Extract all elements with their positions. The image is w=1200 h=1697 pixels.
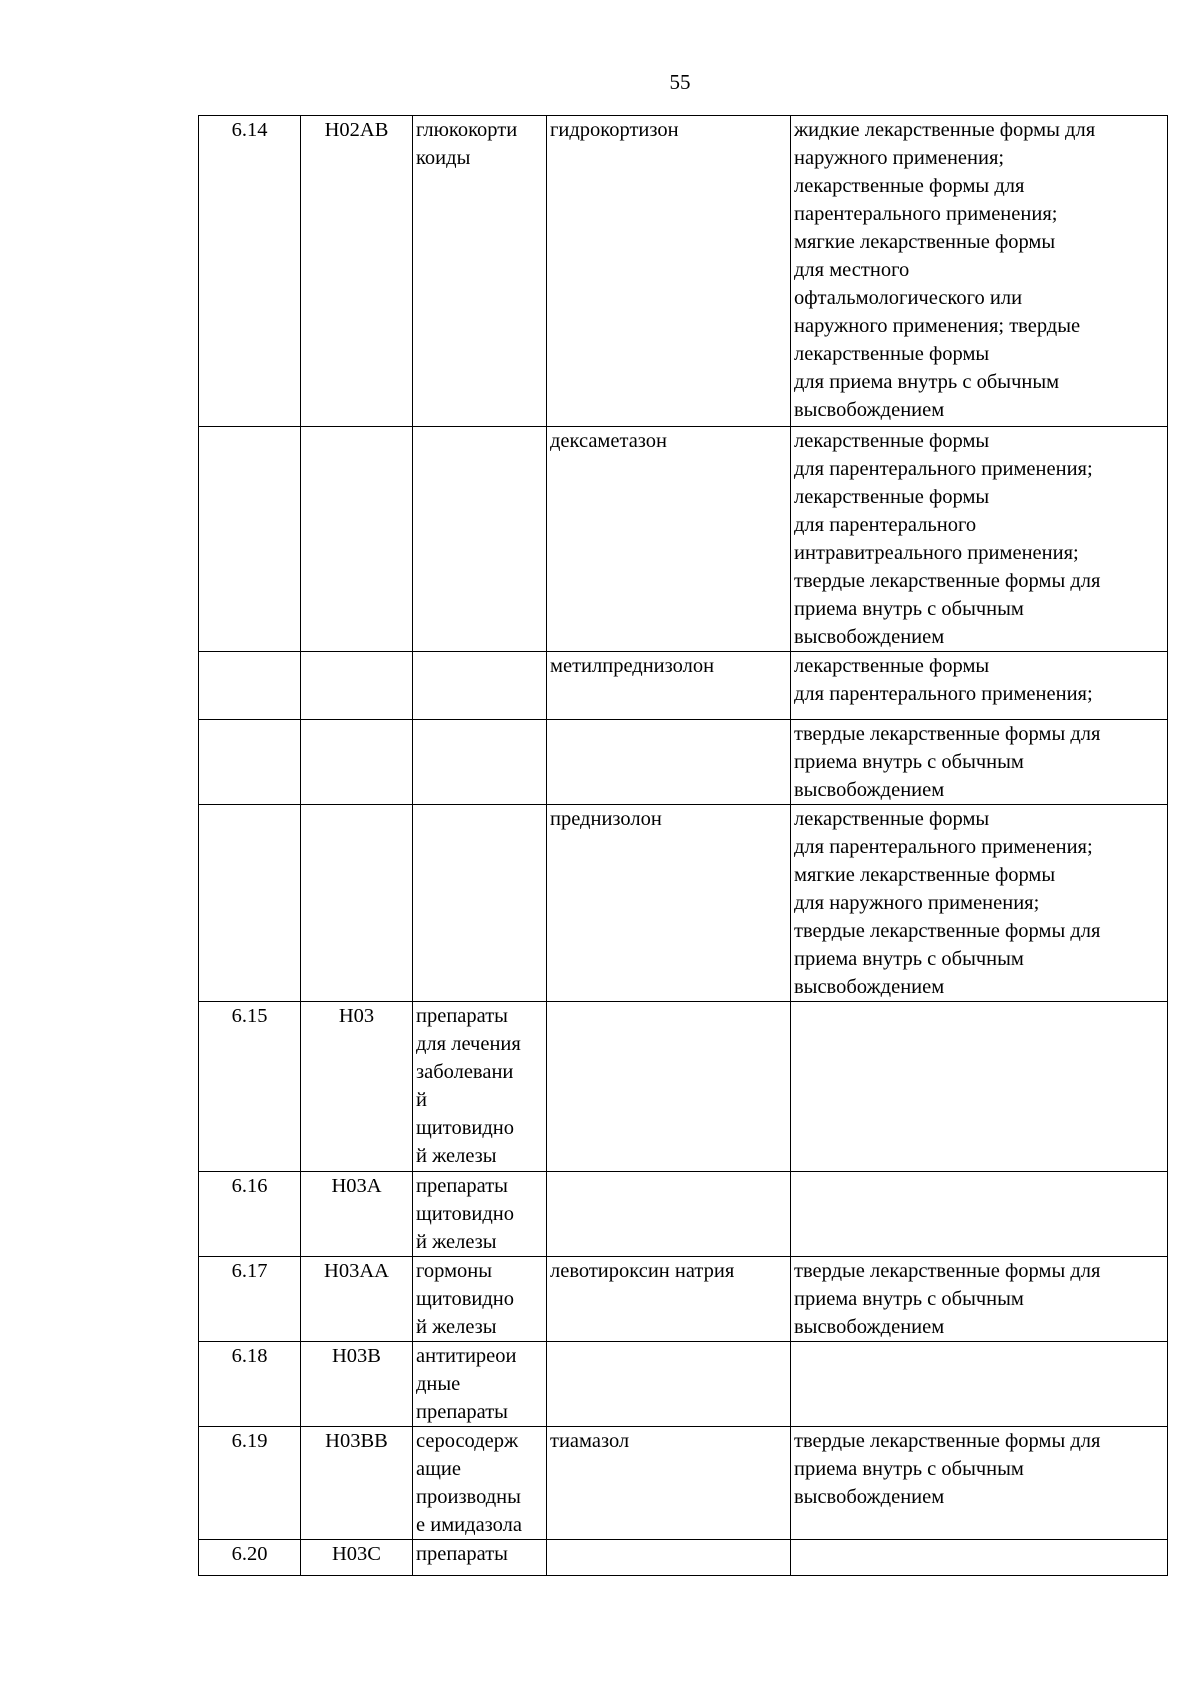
group-text-line: й железы bbox=[416, 1316, 497, 1338]
atc-code-cell: H03BB bbox=[301, 1427, 413, 1540]
atc-group-cell bbox=[413, 1540, 547, 1576]
group-text-line: е имидазола bbox=[416, 1514, 522, 1536]
group-text-line: коиды bbox=[416, 147, 471, 169]
drug-name-cell bbox=[547, 1172, 791, 1257]
atc-group-cell bbox=[413, 805, 547, 1002]
dosage-forms-cell bbox=[791, 427, 1168, 652]
atc-group-cell bbox=[413, 1342, 547, 1427]
row-number-cell bbox=[199, 652, 301, 720]
dosage-form-line: высвобождением bbox=[794, 399, 945, 421]
row-number-cell: 6.15 bbox=[199, 1002, 301, 1172]
dosage-form-line: для парентерального bbox=[794, 514, 977, 536]
group-text-line: производны bbox=[416, 1486, 521, 1508]
dosage-form-line: лекарственные формы bbox=[794, 808, 990, 830]
dosage-form-line: для парентерального применения; bbox=[794, 683, 1093, 705]
dosage-form-line: высвобождением bbox=[794, 1486, 945, 1508]
dosage-form-line: твердые лекарственные формы для bbox=[794, 920, 1101, 942]
drug-name-cell bbox=[547, 1540, 791, 1576]
atc-code-cell bbox=[301, 427, 413, 652]
dosage-forms-cell bbox=[791, 720, 1168, 805]
group-text-line: препараты bbox=[416, 1543, 508, 1565]
dosage-form-line: лекарственные формы bbox=[794, 486, 990, 508]
dosage-form-line: для местного bbox=[794, 259, 910, 281]
dosage-form-line: наружного применения; твердые bbox=[794, 315, 1081, 337]
dosage-form-line: лекарственные формы bbox=[794, 343, 990, 365]
dosage-form-line: для наружного применения; bbox=[794, 892, 1040, 914]
dosage-form-line: твердые лекарственные формы для bbox=[794, 1260, 1101, 1282]
group-text-line: антитиреои bbox=[416, 1345, 517, 1367]
group-text-line: гормоны bbox=[416, 1260, 493, 1282]
drug-name-cell: преднизолон bbox=[547, 805, 791, 1002]
group-text-line: препараты bbox=[416, 1401, 508, 1423]
dosage-form-line: лекарственные формы bbox=[794, 430, 990, 452]
table-row bbox=[199, 1257, 1168, 1342]
dosage-form-line: офтальмологического или bbox=[794, 287, 1023, 309]
drug-name-cell bbox=[547, 1002, 791, 1172]
atc-group-cell bbox=[413, 1002, 547, 1172]
group-text-line: дные bbox=[416, 1373, 461, 1395]
table-row bbox=[199, 1427, 1168, 1540]
table-row bbox=[199, 652, 1168, 720]
row-number-cell: 6.16 bbox=[199, 1172, 301, 1257]
group-text-line: заболевани bbox=[416, 1061, 514, 1083]
dosage-forms-cell bbox=[791, 1172, 1168, 1257]
group-text-line: щитовидно bbox=[416, 1203, 514, 1225]
dosage-forms-cell bbox=[791, 805, 1168, 1002]
table-row bbox=[199, 1342, 1168, 1427]
drug-name-cell: гидрокортизон bbox=[547, 116, 791, 427]
table-row bbox=[199, 805, 1168, 1002]
group-text-line: препараты bbox=[416, 1005, 508, 1027]
drug-name-cell: метилпреднизолон bbox=[547, 652, 791, 720]
dosage-forms-cell bbox=[791, 652, 1168, 720]
atc-group-cell bbox=[413, 427, 547, 652]
dosage-form-line: для парентерального применения; bbox=[794, 836, 1093, 858]
atc-code-cell: H03 bbox=[301, 1002, 413, 1172]
atc-code-cell bbox=[301, 805, 413, 1002]
table-row bbox=[199, 427, 1168, 652]
dosage-forms-cell bbox=[791, 1427, 1168, 1540]
dosage-form-line: для парентерального применения; bbox=[794, 458, 1093, 480]
drug-name-cell bbox=[547, 720, 791, 805]
atc-group-cell bbox=[413, 1427, 547, 1540]
dosage-form-line: высвобождением bbox=[794, 626, 945, 648]
atc-code-cell: H03C bbox=[301, 1540, 413, 1576]
group-text-line: й железы bbox=[416, 1145, 497, 1167]
group-text-line: щитовидно bbox=[416, 1117, 514, 1139]
table-row bbox=[199, 1540, 1168, 1576]
group-text-line: щитовидно bbox=[416, 1288, 514, 1310]
page-number: 55 bbox=[669, 70, 691, 94]
atc-group-cell bbox=[413, 116, 547, 427]
dosage-forms-cell bbox=[791, 1257, 1168, 1342]
row-number-cell: 6.19 bbox=[199, 1427, 301, 1540]
dosage-forms-cell bbox=[791, 1342, 1168, 1427]
row-number-cell bbox=[199, 427, 301, 652]
atc-group-cell bbox=[413, 720, 547, 805]
atc-code-cell: H03B bbox=[301, 1342, 413, 1427]
drug-name-cell: тиамазол bbox=[547, 1427, 791, 1540]
drug-name-cell: дексаметазон bbox=[547, 427, 791, 652]
row-number-cell bbox=[199, 805, 301, 1002]
drug-name-cell bbox=[547, 1342, 791, 1427]
dosage-form-line: наружного применения; bbox=[794, 147, 1005, 169]
dosage-form-line: высвобождением bbox=[794, 1316, 945, 1338]
dosage-form-line: приема внутрь с обычным bbox=[794, 948, 1024, 970]
group-text-line: ащие bbox=[416, 1458, 461, 1480]
atc-group-cell bbox=[413, 652, 547, 720]
group-text-line: препараты bbox=[416, 1175, 508, 1197]
dosage-form-line: высвобождением bbox=[794, 779, 945, 801]
dosage-form-line: приема внутрь с обычным bbox=[794, 1458, 1024, 1480]
atc-code-cell bbox=[301, 720, 413, 805]
atc-code-cell: H03AA bbox=[301, 1257, 413, 1342]
dosage-form-line: приема внутрь с обычным bbox=[794, 598, 1024, 620]
group-text-line: для лечения bbox=[416, 1033, 521, 1055]
atc-code-cell: H03A bbox=[301, 1172, 413, 1257]
dosage-form-line: приема внутрь с обычным bbox=[794, 1288, 1024, 1310]
dosage-form-line: лекарственные формы для bbox=[794, 175, 1025, 197]
dosage-form-line: твердые лекарственные формы для bbox=[794, 1430, 1101, 1452]
dosage-form-line: высвобождением bbox=[794, 976, 945, 998]
atc-code-cell: H02AB bbox=[301, 116, 413, 427]
table-row bbox=[199, 1002, 1168, 1172]
dosage-form-line: мягкие лекарственные формы bbox=[794, 864, 1056, 886]
row-number-cell: 6.18 bbox=[199, 1342, 301, 1427]
row-number-cell: 6.20 bbox=[199, 1540, 301, 1576]
drug-table bbox=[198, 115, 1168, 1576]
table-row bbox=[199, 116, 1168, 427]
dosage-form-line: приема внутрь с обычным bbox=[794, 751, 1024, 773]
dosage-form-line: лекарственные формы bbox=[794, 655, 990, 677]
dosage-form-line: твердые лекарственные формы для bbox=[794, 570, 1101, 592]
dosage-form-line: жидкие лекарственные формы для bbox=[794, 119, 1096, 141]
dosage-forms-cell bbox=[791, 116, 1168, 427]
dosage-forms-cell bbox=[791, 1540, 1168, 1576]
drug-name-cell: левотироксин натрия bbox=[547, 1257, 791, 1342]
group-text-line: й bbox=[416, 1089, 427, 1111]
dosage-form-line: мягкие лекарственные формы bbox=[794, 231, 1056, 253]
dosage-form-line: интравитреального применения; bbox=[794, 542, 1079, 564]
dosage-form-line: для приема внутрь с обычным bbox=[794, 371, 1060, 393]
dosage-form-line: твердые лекарственные формы для bbox=[794, 723, 1101, 745]
table-row bbox=[199, 720, 1168, 805]
group-text-line: серосодерж bbox=[416, 1430, 519, 1452]
atc-code-cell bbox=[301, 652, 413, 720]
dosage-form-line: парентерального применения; bbox=[794, 203, 1058, 225]
row-number-cell: 6.17 bbox=[199, 1257, 301, 1342]
atc-group-cell bbox=[413, 1172, 547, 1257]
row-number-cell: 6.14 bbox=[199, 116, 301, 427]
group-text-line: глюкокорти bbox=[416, 119, 518, 141]
table-row bbox=[199, 1172, 1168, 1257]
group-text-line: й железы bbox=[416, 1231, 497, 1253]
dosage-forms-cell bbox=[791, 1002, 1168, 1172]
atc-group-cell bbox=[413, 1257, 547, 1342]
row-number-cell bbox=[199, 720, 301, 805]
